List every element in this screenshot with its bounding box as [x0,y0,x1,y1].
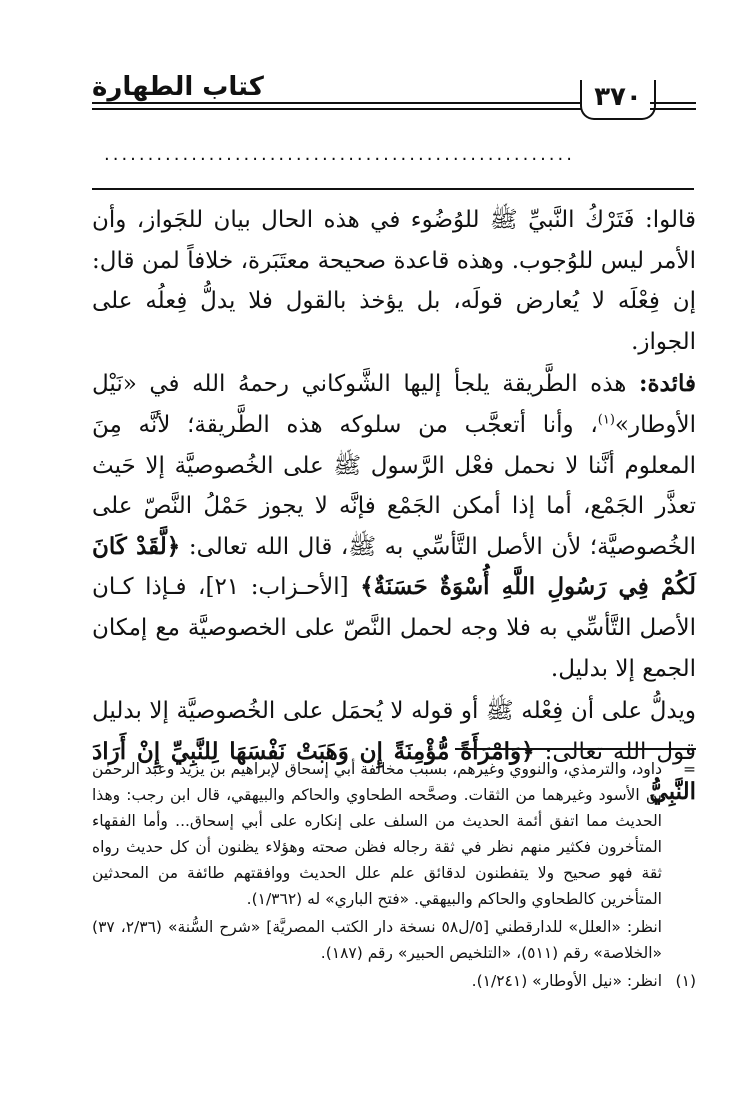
main-text [92,200,696,813]
paragraph-text: هذه الطَّريقة يلجأ إليها الشَّوكاني رحمهُ الله في «نَيْل الأوطار» [92,371,696,438]
footnote-reference: (١) [597,412,615,428]
paragraph-text: ويدلُّ على أن فِعْله ﷺ أو قوله لا يُحمَل على الخُصوصيَّة إلا بدليل قول الله تعالى: [92,698,697,765]
footnote-text: داود، والترمذي، والنووي وغيرهم، بسبب مخالفة أبي إسحاق لإبراهيم بن يزيد وعبد الرحمٰن بن الأسود وغيرهما من الثقات. وصحَّحه الطحاوي والحاكم والبيهقي، قال ابن رجب: وهذا الحديث مما اتفق أئمة الحديث من السلف على إنكاره على أبي إسحاق... وأما الفقهاء المتأخرون فكثير منهم نظر في ثقة رجاله فظن صحته وهؤلاء يظنون أن كل حديث رواه ثقة فهو صحيح ولا يتفطنون لدقائق علم علل الحديث ووافقتهم طائفة من المحدثين المتأخرين كالطحاوي والحاكم والبيهقي. «فتح الباري» له (١/٣٦٢). [92,760,662,908]
paragraph-text: [الأحـزاب: ٢١]، فـإذا كـان الأصل التَّأسِّي به فلا وجه لحمل النَّصّ على الخصوصيَّة مع إمكان الجمع إلا بدليل. [92,574,696,682]
quran-verse: ﴿وَامْرَأَةً مُّؤْمِنَةً إِن وَهَبَتْ نَفْسَهَا لِلنَّبِيِّ إِنْ أَرَادَ النَّبِيُّ [92,737,696,806]
header-rule [92,102,582,104]
book-title: كتاب الطهارة [92,72,264,102]
footnote [92,756,696,912]
benefit-label: فائدة: [638,370,696,398]
footnote-mark: = [683,760,696,778]
footnote [92,968,696,994]
continuation-dots: ...................................................... [104,144,575,165]
paragraph [92,200,696,362]
quran-verse: ﴿لَّقَدْ كَانَ لَكُمْ فِي رَسُولِ اللَّهِ أُسْوَةٌ حَسَنَةٌ﴾ [92,532,696,601]
footnote-text: انظر: «العلل» للدارقطني [٥/ل٥٨ نسخة دار الكتب المصريَّة] «شرح السُّنة» (٢/٣٦، ٣٧) «الخلاصة» رقم (٥١١)، «التلخيص الحبير» رقم (١٨٧). [92,918,662,962]
footnote-text: انظر: «نيل الأوطار» (١/٢٤١). [471,972,662,990]
footnote-separator [455,748,696,750]
content-separator [92,188,694,190]
footnotes [92,756,696,994]
page-number: ٣٧٠ [580,80,656,120]
footnote [92,914,696,966]
header-rule [650,108,696,110]
paragraph-text: ، وأنا أتعجَّب من سلوكه هذه الطَّريقة؛ لأنَّه مِنَ المعلوم أنَّنا لا نحمل فعْل الرَّسول ﷺ على الخُصوصيَّة إلا حَيث تعذَّر الجَمْع، أما إذا أمكن الجَمْع فإنَّه لا يجوز حَمْلُ النَّصّ على الخُصوصيَّة؛ لأن الأصل التَّأسِّي به ﷺ، قال الله تعالى: [92,411,696,560]
header-rule [92,108,582,110]
paragraph-text: قالوا: فَتَرْكُ النَّبيِّ ﷺ للوُضُوء في هذه الحال بيان للجَواز، وأن الأمر ليس للوُجوب. وهذه قاعدة صحيحة معتَبَرة، خلافاً لمن قال: إن فِعْلَه لا يُعارض قولَه، بل يؤخذ بالقول فلا يدلُّ فِعلُه على الجواز. [92,207,696,355]
header-rule [650,102,696,104]
paragraph [92,364,696,689]
footnote-mark: (١) [675,972,696,990]
